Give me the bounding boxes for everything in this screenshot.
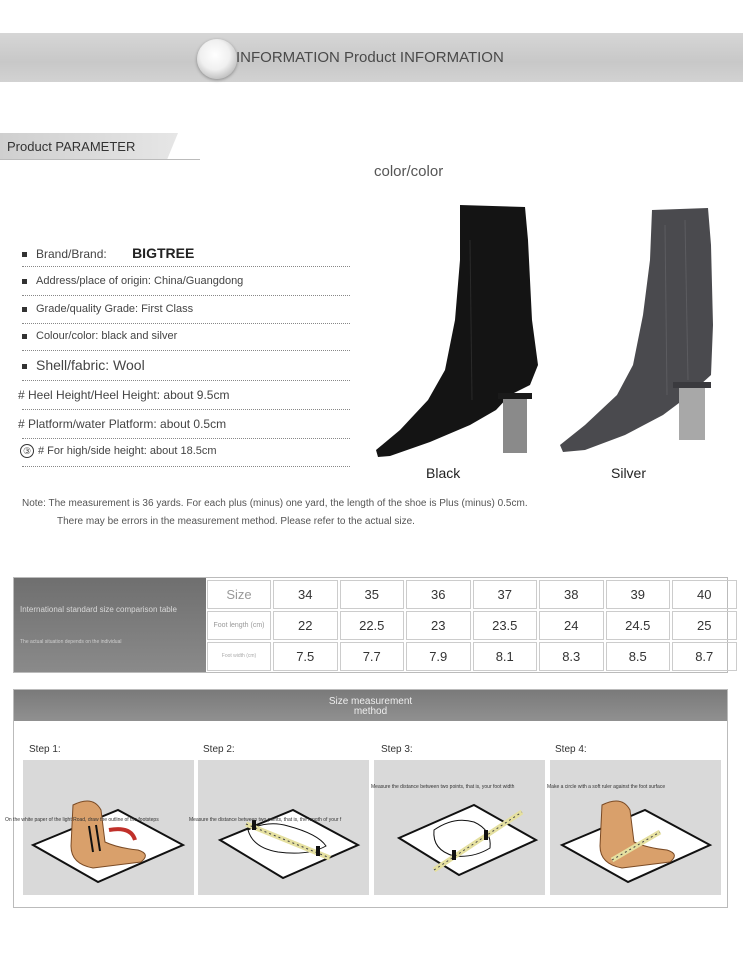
step-4-label: Step 4: <box>555 744 587 755</box>
size-table-intro-title: International standard size comparison table <box>20 605 177 614</box>
size-cell-sizes: 37 <box>497 587 512 602</box>
size-cell-foot-width: 8.3 <box>562 649 581 664</box>
color-heading: color/color <box>374 163 444 180</box>
bullet-icon <box>22 334 27 339</box>
attr-divider <box>22 295 350 296</box>
step-2-note: Measure the distance between two points, that is, the length of your f <box>189 817 342 823</box>
step-2-label: Step 2: <box>203 744 235 755</box>
attr-origin: Address/place of origin: China/Guangdong <box>22 275 243 287</box>
size-cell-foot-width: 8.7 <box>695 649 714 664</box>
banner-title: INFORMATION Product INFORMATION <box>236 49 504 66</box>
size-cell-foot-width: 7.9 <box>429 649 448 664</box>
attr-divider <box>22 438 350 439</box>
size-cell-foot-length: 24 <box>564 618 579 633</box>
size-table-intro-sub: The actual situation depends on the individual <box>20 639 122 645</box>
size-cell-sizes: 36 <box>431 587 446 602</box>
size-cell-sizes: 34 <box>298 587 313 602</box>
size-cell-foot-length: 22.5 <box>359 618 385 633</box>
attr-divider <box>22 323 350 324</box>
bullet-icon <box>22 307 27 312</box>
banner-circle-ornament <box>197 39 237 79</box>
brand-value: BIGTREE <box>132 245 195 261</box>
attr-heel-height: # Heel Height/Heel Height: about 9.5cm <box>18 388 230 402</box>
size-cell-sizes: 39 <box>630 587 645 602</box>
attr-platform: # Platform/water Platform: about 0.5cm <box>18 417 227 431</box>
size-comparison-table <box>13 577 728 673</box>
size-cell-foot-width: 7.5 <box>296 649 315 664</box>
size-row-label: Foot width (cm) <box>221 653 257 659</box>
bullet-icon <box>22 252 27 257</box>
size-cell-sizes: 35 <box>364 587 379 602</box>
step-2-panel <box>198 760 369 895</box>
size-cell-foot-length: 23 <box>431 618 446 633</box>
size-cell-foot-width: 8.5 <box>628 649 647 664</box>
step-1-label: Step 1: <box>29 744 61 755</box>
size-table-intro <box>14 578 206 672</box>
step-2-illustration <box>198 760 369 895</box>
attr-divider <box>22 266 350 267</box>
size-cell-foot-width: 7.7 <box>362 649 381 664</box>
attr-divider <box>22 466 350 467</box>
black-boot-image <box>370 200 550 465</box>
attr-grade: Grade/quality Grade: First Class <box>22 303 193 315</box>
size-cell-sizes: 40 <box>697 587 712 602</box>
size-row-label: Foot length (cm) <box>213 622 265 629</box>
attr-divider <box>22 350 350 351</box>
note-errors: There may be errors in the measurement method. Please refer to the actual size. <box>57 516 415 527</box>
black-color-label: Black <box>426 465 461 481</box>
size-cell-foot-length: 23.5 <box>492 618 518 633</box>
size-cell-foot-length: 25 <box>697 618 712 633</box>
note-measurement: Note: The measurement is 36 yards. For each plus (minus) one yard, the length of the shoe is Plus (minus) 0.5cm. <box>22 498 528 509</box>
size-cell-foot-length: 22 <box>298 618 313 633</box>
parameter-divider <box>0 159 200 160</box>
step-3-illustration <box>374 760 545 895</box>
attr-fabric: Shell/fabric: Wool <box>22 357 145 373</box>
step-1-illustration <box>23 760 194 895</box>
measurement-method-header <box>14 690 727 721</box>
step-4-panel <box>550 760 721 895</box>
measurement-method-title: Size measurement method <box>328 696 413 717</box>
step-3-note: Measure the distance between two points, that is, your foot width <box>371 784 515 790</box>
attr-divider <box>22 380 350 381</box>
size-grid <box>207 578 727 672</box>
bullet-icon <box>22 364 27 369</box>
silver-color-label: Silver <box>611 465 647 481</box>
parameter-title: Product PARAMETER <box>7 139 136 154</box>
step-3-label: Step 3: <box>381 744 413 755</box>
size-cell-foot-width: 8.1 <box>495 649 514 664</box>
size-cell-foot-length: 24.5 <box>625 618 651 633</box>
attr-side-height: ③ # For high/side height: about 18.5cm <box>20 444 217 458</box>
step-1-note: On the white paper of the light Road, draw the outline of the footsteps <box>5 817 159 823</box>
step-4-note: Make a circle with a soft ruler against the foot surface <box>547 784 666 790</box>
step-4-illustration <box>550 760 721 895</box>
silver-boot-image <box>555 205 725 460</box>
attr-brand: Brand/Brand: BIGTREE <box>22 245 194 261</box>
size-row-label: Size <box>226 587 252 602</box>
step-3-panel <box>374 760 545 895</box>
attr-colour: Colour/color: black and silver <box>22 330 177 342</box>
number-three-icon: ③ <box>20 444 34 458</box>
size-cell-sizes: 38 <box>564 587 579 602</box>
step-1-panel <box>23 760 194 895</box>
bullet-icon <box>22 279 27 284</box>
attr-divider <box>22 409 350 410</box>
